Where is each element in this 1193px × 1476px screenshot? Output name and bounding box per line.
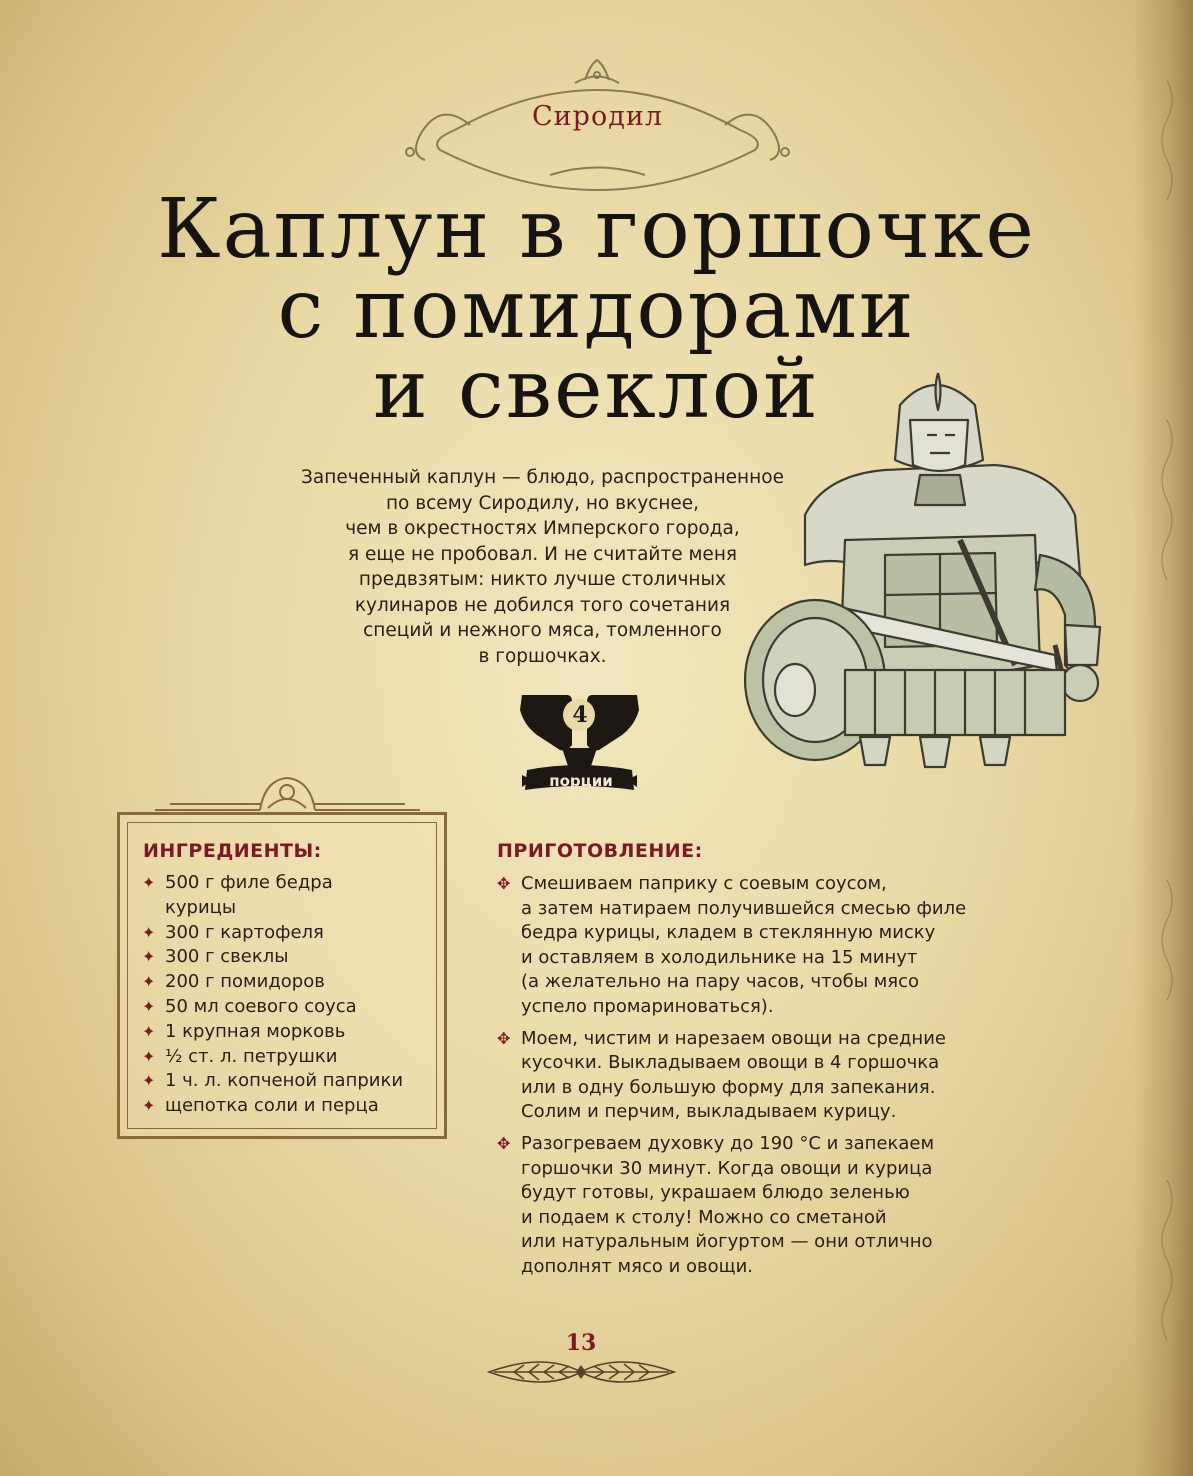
servings-label: порции	[549, 772, 613, 790]
step-line: кусочки. Выкладываем овощи в 4 горшочка	[521, 1052, 940, 1074]
step-line: и подаем к столу! Можно со сметаной	[521, 1206, 887, 1228]
title-line: Каплун в горшочке	[157, 182, 1036, 277]
ingredients-list	[140, 871, 440, 1119]
ingredient-bullet: ✦	[142, 1096, 156, 1116]
step-line: Моем, чистим и нарезаем овощи на средние	[521, 1027, 946, 1049]
title-line: с помидорами	[277, 262, 916, 357]
step-bullet: ✥	[497, 874, 511, 893]
ingredient-line: 1 крупная морковь	[165, 1020, 346, 1042]
title-line: и свеклой	[373, 342, 820, 437]
ingredient-line: ½ ст. л. петрушки	[165, 1045, 338, 1067]
servings-count: 4	[572, 702, 588, 728]
parchment-edge-decoration	[1133, 0, 1193, 1476]
step-line: (а желательно на пару часов, чтобы мясо	[521, 971, 920, 993]
step-line: или в одну большую форму для запекания.	[521, 1076, 936, 1098]
ingredient-item	[140, 1020, 440, 1045]
ingredient-line: 1 ч. л. копченой паприки	[165, 1070, 404, 1092]
ingredient-item	[140, 1045, 440, 1070]
step-line: а затем натираем получившейся смесью филе	[521, 897, 967, 919]
step-line: бедра курицы, кладем в стеклянную миску	[521, 922, 936, 944]
ingredient-line: 500 г филе бедра	[165, 872, 333, 893]
ingredient-line: 300 г свеклы	[165, 946, 289, 968]
step-line: будут готовы, украшаем блюдо зеленью	[521, 1182, 910, 1204]
intro-line: по всему Сиродилу, но вкуснее,	[385, 492, 700, 514]
ingredient-bullet: ✦	[142, 972, 156, 992]
intro-line: кулинаров не добился того сочетания	[354, 594, 731, 616]
step-line: горшочки 30 минут. Когда овощи и курица	[521, 1157, 933, 1179]
ingredients-title: ИНГРЕДИЕНТЫ:	[143, 840, 322, 862]
step-line: Солим и перчим, выкладываем курицу.	[521, 1101, 897, 1123]
intro-line: специй и нежного мяса, томленного	[363, 620, 722, 641]
intro-line: в горшочках.	[478, 645, 607, 667]
ingredient-bullet: ✦	[142, 1071, 156, 1091]
ingredient-bullet: ✦	[142, 922, 156, 942]
preparation-step	[497, 1132, 1042, 1280]
step-line: или натуральным йогуртом — они отлично	[521, 1231, 933, 1253]
step-line: Смешиваем паприку с соевым соусом,	[521, 873, 887, 894]
step-bullet: ✥	[497, 1028, 511, 1048]
ingredient-line: 300 г картофеля	[165, 921, 324, 943]
ingredient-line: 200 г помидоров	[165, 971, 325, 993]
step-line: дополнят мясо и овощи.	[521, 1255, 754, 1277]
ingredient-item	[140, 1094, 440, 1119]
leaf-page-ornament	[484, 1357, 679, 1387]
ingredient-bullet: ✦	[142, 1021, 156, 1041]
intro-line: предвзятым: никто лучше столичных	[358, 569, 727, 590]
preparation-step	[497, 872, 1042, 1020]
ingredient-bullet: ✦	[142, 996, 156, 1016]
step-line: и оставляем в холодильнике на 15 минут	[521, 946, 918, 968]
ingredient-item	[140, 995, 440, 1020]
step-line: Разогреваем духовку до 190 °С и запекаем	[521, 1132, 935, 1154]
ingredient-bullet: ✦	[142, 947, 156, 967]
ingredient-item	[140, 945, 440, 970]
ingredient-item	[140, 970, 440, 995]
ingredient-item	[140, 921, 440, 946]
preparation-step	[497, 1027, 1042, 1125]
ingredient-line: 50 мл соевого соуса	[165, 995, 357, 1017]
preparation-title: ПРИГОТОВЛЕНИЕ:	[497, 840, 703, 862]
page-number: 13	[565, 1330, 597, 1356]
ingredient-bullet: ✦	[142, 1046, 156, 1066]
intro-line: я еще не пробовал. И не считайте меня	[347, 543, 738, 565]
step-line: успело промариноваться).	[521, 995, 774, 1017]
ingredient-item	[140, 1069, 440, 1094]
ingredient-line: щепотка соли и перца	[165, 1095, 379, 1117]
preparation-steps	[497, 872, 1042, 1287]
ingredient-item	[140, 871, 440, 921]
knot-ornament	[150, 770, 425, 815]
step-bullet: ✥	[497, 1133, 511, 1153]
ingredient-line: курицы	[165, 896, 237, 918]
intro-line: чем в окрестностях Имперского города,	[345, 518, 740, 539]
intro-line: Запеченный каплун — блюдо, распространенное	[301, 467, 784, 488]
region-label: Сиродил	[532, 101, 663, 132]
ingredient-bullet: ✦	[142, 873, 156, 892]
imperial-soldier-illustration	[735, 365, 1130, 775]
